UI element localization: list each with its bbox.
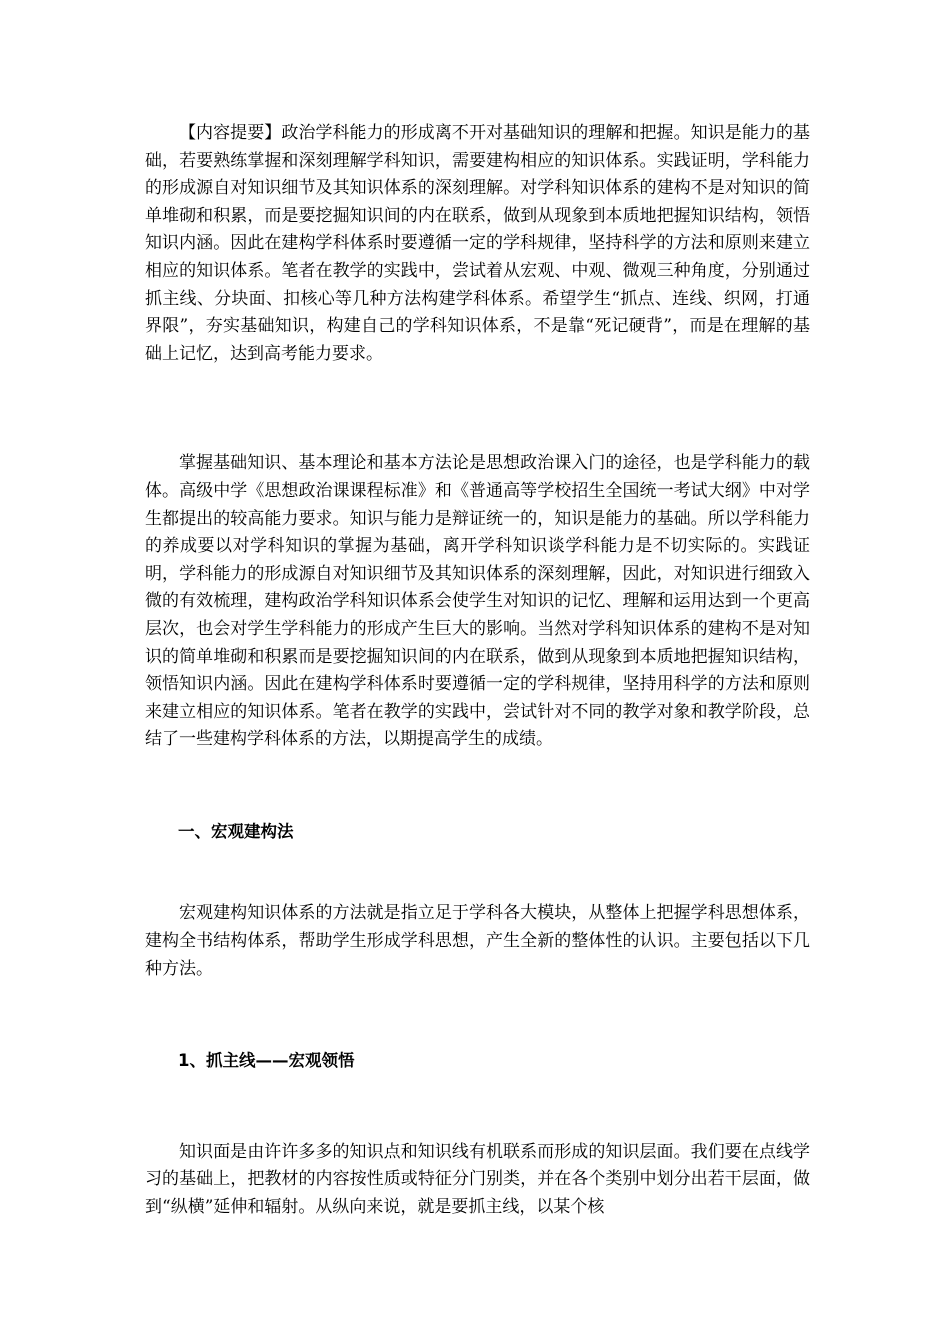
spacer [145,1075,810,1139]
section-heading-macro: 一、宏观建构法 [178,821,294,841]
spacer [145,754,810,818]
section-paragraph-macro: 宏观建构知识体系的方法就是指立足于学科各大模块，从整体上把握学科思想体系，建构全书结构体系，帮助学生形成学科思想，产生全新的整体性的认识。主要包括以下几种方法。 [145,903,810,979]
subsection-paragraph-main-line: 知识面是由许许多多的知识点和知识线有机联系而形成的知识层面。我们要在点线学习的基础上，把教材的内容按性质或特征分门别类，并在各个类别中划分出若干层面，做到“纵横”延伸和辐射。从纵向来说，就是要抓主线，以某个核 [145,1141,810,1218]
abstract-paragraph: 【内容提要】政治学科能力的形成离不开对基础知识的理解和把握。知识是能力的基础，若要熟练掌握和深刻理解学科知识，需要建构相应的知识体系。实践证明，学科能力的形成源自对知识细节及其知识体系的深刻理解。对学科知识体系的建构不是对知识的简单堆砌和积累，而是要挖掘知识间的内在联系，做到从现象到本质地把握知识结构，领悟知识内涵。因此在建构学科体系时要遵循一定的学科规律，坚持科学的方法和原则来建立相应的知识体系。笔者在教学的实践中，尝试着从宏观、中观、微观三种角度，分别通过抓主线、分块面、扣核心等几种方法构建学科体系。希望学生“抓点、连线、织网，打通界限”，夯实基础知识，构建自己的学科知识体系，不是靠“死记硬背”，而是在理解的基础上记忆，达到高考能力要求。 [145,123,810,364]
spacer [145,368,810,450]
spacer [145,845,810,900]
subsection-heading-main-line: 1、抓主线——宏观领悟 [178,1051,355,1071]
document-body [145,120,810,1222]
spacer [145,983,810,1047]
intro-paragraph: 掌握基础知识、基本理论和基本方法论是思想政治课入门的途径，也是学科能力的载体。高级中学《思想政治课课程标准》和《普通高等学校招生全国统一考试大纲》中对学生都提出的较高能力要求。知识与能力是辩证统一的，知识是能力的基础。所以学科能力的养成要以对学科知识的掌握为基础，离开学科知识谈学科能力是不切实际的。实践证明，学科能力的形成源自对知识细节及其知识体系的深刻理解，因此，对知识进行细致入微的有效梳理，建构政治学科知识体系会使学生对知识的记忆、理解和运用达到一个更高层次，也会对学生学科能力的形成产生巨大的影响。当然对学科知识体系的建构不是对知识的简单堆砌和积累而是要挖掘知识间的内在联系，做到从现象到本质地把握知识结构，领悟知识内涵。因此在建构学科体系时要遵循一定的学科规律，坚持用科学的方法和原则来建立相应的知识体系。笔者在教学的实践中，尝试针对不同的教学对象和教学阶段，总结了一些建构学科体系的方法，以期提高学生的成绩。 [145,453,810,750]
